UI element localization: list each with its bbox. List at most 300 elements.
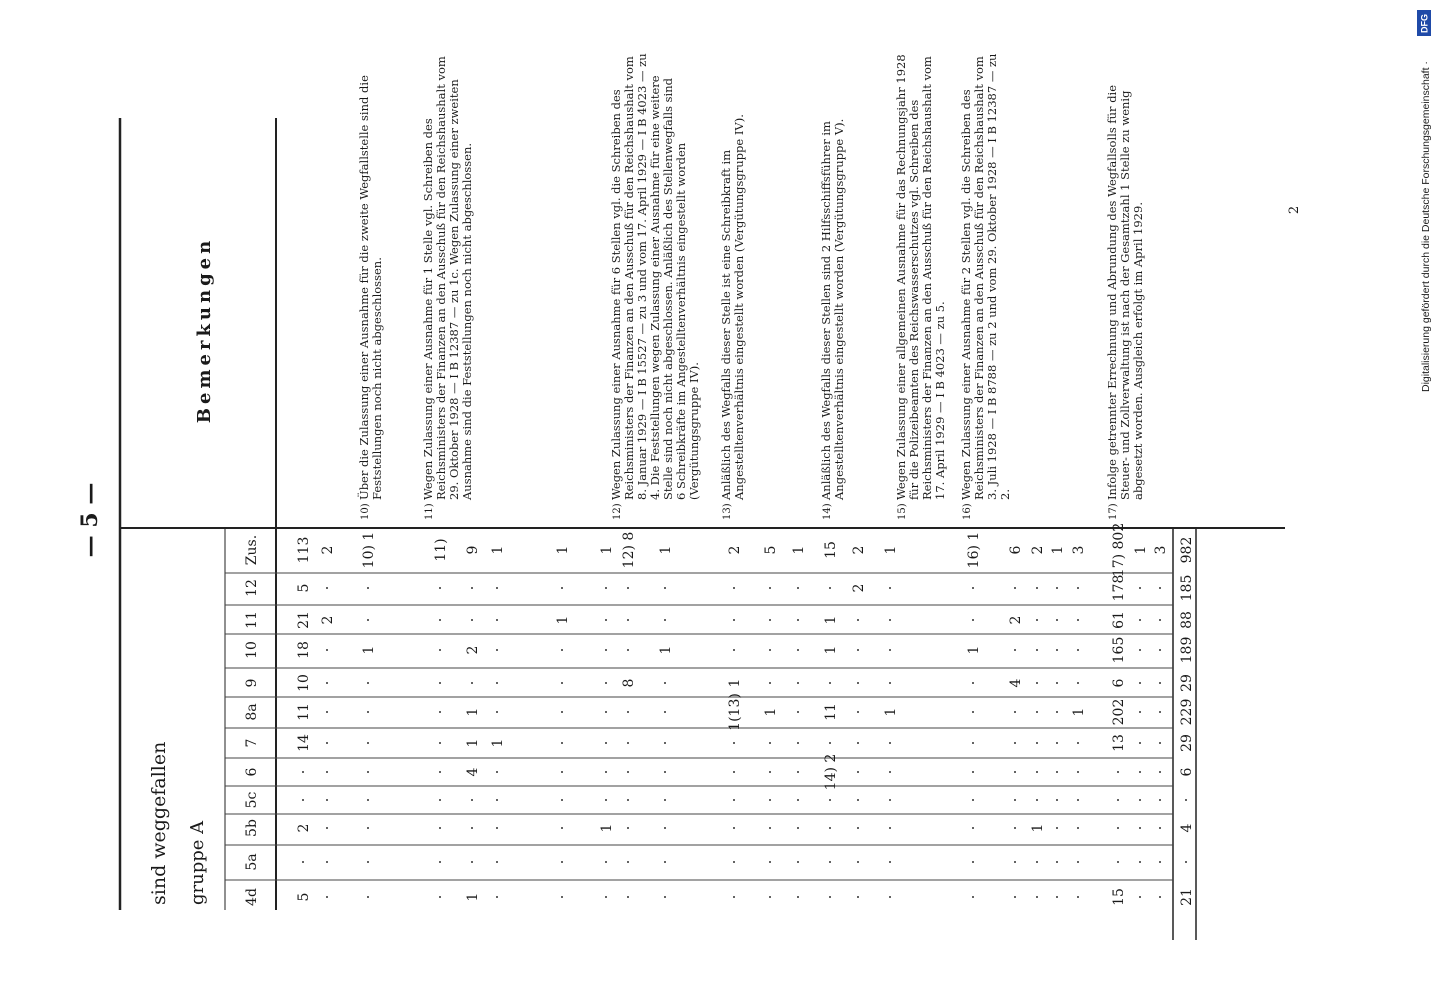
remark-item [719, 114, 746, 520]
dot-leader [857, 649, 859, 651]
remark-text: Wegen Zulassung einer Ausnahme für 2 Stellen vgl. die Schreiben desReichsministers der Finanzen an den Ausschuß für den Reichshaushalt vom3. Juli 1928 — I B 8788 — zu 2 und vom 29. Oktober 1928 — I B 12387 — zu2. [959, 53, 1012, 500]
table-cell: 6 [1179, 767, 1195, 777]
column-header: 5c [244, 791, 260, 809]
table-cell: 1 [791, 545, 807, 555]
table-cell: 202 [1111, 698, 1127, 726]
remark-note-marker: 13) [722, 503, 733, 520]
dot-leader [889, 861, 891, 863]
dot-leader [889, 649, 891, 651]
dot-leader [797, 711, 799, 713]
dot-leader [439, 799, 441, 801]
table-cell: 15 [823, 541, 839, 559]
table-cell: 2 [1008, 615, 1024, 625]
dot-leader [1159, 799, 1161, 801]
table-cell: 6 [1111, 678, 1127, 688]
dot-leader [664, 799, 666, 801]
table-cell: 16) 1 [966, 531, 982, 569]
dot-leader [302, 799, 304, 801]
dot-leader [797, 682, 799, 684]
table-cell: 11) [433, 538, 449, 562]
dot-leader [1159, 587, 1161, 589]
dot-leader [1159, 619, 1161, 621]
dot-leader [769, 827, 771, 829]
dot-leader [1056, 649, 1058, 651]
dot-leader [889, 827, 891, 829]
dot-leader [733, 799, 735, 801]
dot-leader [1139, 682, 1141, 684]
dot-leader [561, 682, 563, 684]
dot-leader [1159, 682, 1161, 684]
dot-leader [733, 827, 735, 829]
table-cell: 1 [1133, 545, 1149, 555]
dot-leader [797, 587, 799, 589]
dot-leader [439, 827, 441, 829]
dot-leader [829, 742, 831, 744]
dfg-logo [1417, 10, 1431, 36]
page-number: — 5 — [77, 482, 103, 558]
table-cell: 9 [465, 545, 481, 555]
column-header: 9 [244, 678, 260, 688]
column-header: Zus. [244, 534, 260, 566]
dot-leader [664, 711, 666, 713]
table-cell: 1 [599, 545, 615, 555]
dot-leader [829, 896, 831, 898]
remark-item [421, 56, 474, 520]
dot-leader [1036, 896, 1038, 898]
dot-leader [857, 896, 859, 898]
dot-leader [496, 896, 498, 898]
table-cell: 1 [763, 707, 779, 717]
header-line-2: gruppe A [187, 820, 208, 905]
dot-leader [1056, 861, 1058, 863]
dot-leader [1036, 619, 1038, 621]
dot-leader [1077, 619, 1079, 621]
table-cell: 1 [465, 707, 481, 717]
dot-leader [1036, 682, 1038, 684]
dot-leader [733, 649, 735, 651]
dot-leader [367, 587, 369, 589]
table-cell: 4 [1008, 678, 1024, 688]
dot-leader [627, 711, 629, 713]
table-cell: 982 [1179, 536, 1195, 564]
dot-leader [605, 587, 607, 589]
table-cell: 13 [1111, 734, 1127, 752]
table-cell: 1 [823, 615, 839, 625]
dot-leader [1159, 711, 1161, 713]
dot-leader [889, 682, 891, 684]
remark-item [357, 75, 384, 520]
table-cell: 88 [1179, 611, 1195, 629]
dot-leader [889, 799, 891, 801]
dot-leader [1056, 587, 1058, 589]
dot-leader [605, 742, 607, 744]
dot-leader [1036, 711, 1038, 713]
dot-leader [561, 827, 563, 829]
dot-leader [1077, 742, 1079, 744]
table-cell: 165 [1111, 636, 1127, 664]
dot-leader [605, 649, 607, 651]
dot-leader [627, 827, 629, 829]
dot-leader [627, 799, 629, 801]
remark-text: Über die Zulassung einer Ausnahme für die zweite Wegfallstelle sind dieFeststellungen noch nicht abgeschlossen. [357, 75, 384, 500]
column-header: 8a [244, 703, 260, 721]
table-cell: 11 [296, 703, 312, 721]
dot-leader [1056, 896, 1058, 898]
dot-leader [439, 896, 441, 898]
dot-leader [439, 682, 441, 684]
table-cell: 1 [658, 645, 674, 655]
dot-leader [797, 799, 799, 801]
dot-leader [769, 896, 771, 898]
dot-leader [1139, 827, 1141, 829]
dot-leader [561, 587, 563, 589]
dot-leader [627, 742, 629, 744]
dot-leader [1014, 799, 1016, 801]
table-cell: 1 [823, 645, 839, 655]
dot-leader [1159, 771, 1161, 773]
dot-leader [857, 799, 859, 801]
remark-note-marker: 17) [1108, 503, 1119, 520]
dot-leader [561, 861, 563, 863]
dot-leader [605, 896, 607, 898]
dot-leader [326, 896, 328, 898]
table-cell: 4 [465, 767, 481, 777]
dot-leader [439, 742, 441, 744]
column-header: 6 [244, 767, 260, 777]
dot-leader [857, 711, 859, 713]
table-cell: 113 [296, 536, 312, 564]
dot-leader [733, 771, 735, 773]
dot-leader [1139, 771, 1141, 773]
dot-leader [439, 587, 441, 589]
dot-leader [1014, 649, 1016, 651]
table-cell: 1 [465, 738, 481, 748]
dot-leader [857, 861, 859, 863]
dot-leader [496, 827, 498, 829]
dot-leader [627, 771, 629, 773]
dot-leader [972, 711, 974, 713]
dot-leader [1139, 619, 1141, 621]
column-header: 12 [244, 579, 260, 597]
dot-leader [627, 861, 629, 863]
dot-leader [1014, 896, 1016, 898]
column-header: 7 [244, 738, 260, 748]
dot-leader [605, 619, 607, 621]
dot-leader [1056, 827, 1058, 829]
dot-leader [1117, 861, 1119, 863]
dot-leader [769, 649, 771, 651]
table-cell: 3 [1071, 545, 1087, 555]
dot-leader [1117, 827, 1119, 829]
dot-leader [561, 711, 563, 713]
dot-leader [733, 587, 735, 589]
table-cell: 61 [1111, 611, 1127, 629]
dot-leader [367, 771, 369, 773]
dot-leader [972, 771, 974, 773]
dot-leader [664, 742, 666, 744]
dot-leader [367, 682, 369, 684]
dot-leader [1036, 861, 1038, 863]
remark-note-marker: 15) [897, 503, 908, 520]
dot-leader [627, 619, 629, 621]
dot-leader [627, 896, 629, 898]
table-cells [296, 523, 1195, 906]
dot-leader [367, 827, 369, 829]
table-cell: 1 [555, 615, 571, 625]
dot-leader [797, 896, 799, 898]
dot-leader [972, 587, 974, 589]
dot-leader [1139, 587, 1141, 589]
dot-leader [561, 742, 563, 744]
table-cell: 2 [320, 545, 336, 555]
dot-leader [496, 711, 498, 713]
table-cell: 12) 8 [621, 531, 637, 569]
dot-leader [1036, 649, 1038, 651]
dot-leader [367, 861, 369, 863]
table-cell: 1 [599, 823, 615, 833]
table-cell: 2 [320, 615, 336, 625]
dot-leader [302, 771, 304, 773]
header-line-1: sind weggefallen [148, 741, 170, 905]
dot-leader [496, 799, 498, 801]
dot-leader [1077, 682, 1079, 684]
table-cell: 15 [1111, 888, 1127, 906]
dot-leader [1139, 711, 1141, 713]
table-cell: 1 [1030, 823, 1046, 833]
dot-leader [1139, 799, 1141, 801]
table-cell: 5 [763, 545, 779, 555]
dot-leader [605, 861, 607, 863]
dot-leader [326, 799, 328, 801]
dot-leader [1185, 799, 1187, 801]
dot-leader [1014, 827, 1016, 829]
dot-leader [1056, 771, 1058, 773]
table-cell: 6 [1008, 545, 1024, 555]
dot-leader [471, 861, 473, 863]
dot-leader [367, 896, 369, 898]
dot-leader [769, 771, 771, 773]
dot-leader [769, 619, 771, 621]
table-cell: 2 [851, 583, 867, 593]
dot-leader [972, 861, 974, 863]
dot-leader [769, 682, 771, 684]
column-header: 4d [244, 888, 260, 906]
dot-leader [561, 649, 563, 651]
dot-leader [664, 827, 666, 829]
table-cell: 1 [555, 545, 571, 555]
dot-leader [471, 799, 473, 801]
remark-text: Wegen Zulassung einer allgemeinen Ausnahme für das Rechnungsjahr 1928für die Polizeibeamten des Reichswasserschutzes vgl. Schreiben desReichsministers der Finanzen an den Ausschuß für den Reichshaushalt vom17. April 1929 — I B 4023 — zu 5. [894, 54, 947, 500]
table-cell: 10 [296, 674, 312, 692]
dot-leader [367, 711, 369, 713]
dot-leader [1056, 799, 1058, 801]
dot-leader [561, 896, 563, 898]
table-cell: 189 [1179, 636, 1195, 664]
remark-item [894, 54, 947, 520]
dot-leader [972, 827, 974, 829]
dot-leader [857, 827, 859, 829]
column-header: 10 [244, 641, 260, 659]
dot-leader [1159, 649, 1161, 651]
dot-leader [889, 587, 891, 589]
dot-leader [326, 861, 328, 863]
dot-leader [1117, 799, 1119, 801]
dot-leader [326, 711, 328, 713]
remark-item [609, 53, 701, 520]
dot-leader [829, 861, 831, 863]
dot-leader [1159, 861, 1161, 863]
dot-leader [664, 861, 666, 863]
remarks-header: Bemerkungen [194, 236, 215, 424]
dot-leader [1056, 742, 1058, 744]
dot-leader [439, 619, 441, 621]
dot-leader [769, 799, 771, 801]
dot-leader [367, 799, 369, 801]
dot-leader [1014, 711, 1016, 713]
table-cell: 5 [296, 583, 312, 593]
dot-leader [1159, 827, 1161, 829]
dot-leader [889, 771, 891, 773]
table-cell: 185 [1179, 574, 1195, 602]
dot-leader [605, 799, 607, 801]
dot-leader [857, 619, 859, 621]
table-cell: 1 [966, 645, 982, 655]
dot-leader [857, 742, 859, 744]
dot-leader [1077, 896, 1079, 898]
dot-leader [1014, 587, 1016, 589]
remark-item [1105, 85, 1145, 520]
table-cell: 21 [1179, 888, 1195, 906]
dot-leader [733, 896, 735, 898]
dot-leader [561, 799, 563, 801]
table-cell: 14 [296, 734, 312, 752]
dot-leader [471, 587, 473, 589]
dot-leader [326, 682, 328, 684]
remark-note-marker: 16) [962, 503, 973, 520]
table-cell: 8 [621, 678, 637, 688]
dot-leader [797, 742, 799, 744]
dot-leader [471, 682, 473, 684]
dot-leader [857, 682, 859, 684]
dot-leader [889, 619, 891, 621]
dot-leader [1139, 649, 1141, 651]
dot-leader [1159, 742, 1161, 744]
dot-leader [326, 827, 328, 829]
dot-leader [496, 771, 498, 773]
dot-leader [1077, 799, 1079, 801]
dot-leader [829, 799, 831, 801]
column-headers [244, 535, 260, 906]
dot-leader [326, 649, 328, 651]
dot-leader [326, 771, 328, 773]
remark-note-marker: 12) [612, 503, 623, 520]
dot-leader [1056, 711, 1058, 713]
dot-leader [1077, 827, 1079, 829]
dot-leader [1159, 896, 1161, 898]
dot-leader [627, 587, 629, 589]
dot-leader [664, 682, 666, 684]
table-cell: 1 [658, 545, 674, 555]
dot-leader [605, 771, 607, 773]
dot-leader [302, 861, 304, 863]
column-header: 5a [244, 853, 260, 871]
table-cell: 1 [490, 545, 506, 555]
dot-leader [496, 649, 498, 651]
remark-text: Anläßlich des Wegfalls dieser Stelle ist eine Schreibkraft imAngestelltenverhältnis eingestellt worden (Vergütungsgruppe IV). [719, 114, 746, 500]
dot-leader [664, 587, 666, 589]
dot-leader [1139, 742, 1141, 744]
dot-leader [605, 682, 607, 684]
svg-text:DFG: DFG [1419, 14, 1430, 33]
dot-leader [829, 587, 831, 589]
table-cell: 21 [296, 611, 312, 629]
table-cell: 11 [823, 703, 839, 721]
dot-leader [797, 861, 799, 863]
table-cell: 229 [1179, 698, 1195, 726]
table-cell: 29 [1179, 734, 1195, 752]
dot-leader [439, 771, 441, 773]
remark-item [819, 119, 846, 520]
dot-leader [972, 896, 974, 898]
table-cell: 1 [1071, 707, 1087, 717]
dot-leader [1014, 861, 1016, 863]
table-cell: 18 [296, 641, 312, 659]
column-header: 5b [244, 819, 260, 837]
dot-leader [829, 827, 831, 829]
dot-leader [1036, 587, 1038, 589]
column-header: 11 [244, 611, 260, 629]
dot-leader [605, 711, 607, 713]
table-cell: 2 [296, 823, 312, 833]
dot-leader [797, 827, 799, 829]
table-cell: 17) 802 [1111, 522, 1127, 578]
table-cell: 1(13) [727, 693, 743, 731]
table-cell: 10) 1 [361, 531, 377, 569]
dot-leader [733, 861, 735, 863]
dot-leader [627, 649, 629, 651]
dot-leader [733, 619, 735, 621]
bottom-mark: 2 [1287, 205, 1302, 215]
remark-note-marker: 11) [424, 503, 435, 520]
dot-leader [1185, 861, 1187, 863]
dot-leader [1077, 649, 1079, 651]
dot-leader [1117, 771, 1119, 773]
dot-leader [496, 861, 498, 863]
dot-leader [664, 771, 666, 773]
dot-leader [797, 619, 799, 621]
remark-text: Anläßlich des Wegfalls dieser Stellen sind 2 Hilfsschiffsführer imAngestelltenverhältnis eingestellt worden (Vergütungsgruppe V). [819, 118, 846, 500]
table-cell: 1 [490, 738, 506, 748]
table-cell: 1 [361, 645, 377, 655]
dot-leader [1056, 619, 1058, 621]
table-cell: 14) 2 [823, 753, 839, 791]
dot-leader [1036, 799, 1038, 801]
dot-leader [496, 587, 498, 589]
table-cell: 2 [851, 545, 867, 555]
dot-leader [561, 771, 563, 773]
remark-item [959, 54, 1012, 520]
dot-leader [769, 861, 771, 863]
dot-leader [1139, 861, 1141, 863]
table-cell: 1 [883, 707, 899, 717]
remark-text: Wegen Zulassung einer Ausnahme für 1 Stelle vgl. Schreiben desReichsministers der Finanzen an den Ausschuß für den Reichshaushalt vom29. Oktober 1928 — I B 12387 — zu 1c. Wegen Zulassung einer zweitenAusnahme sind die Feststellungen noch nicht abgeschlossen. [421, 56, 474, 500]
dot-leader [797, 649, 799, 651]
digitization-note: Digitalisierung gefördert durch die Deutsche Forschungsgemeinschaft · [1420, 61, 1432, 392]
dot-leader [439, 711, 441, 713]
dot-leader [367, 619, 369, 621]
remark-note-marker: 14) [822, 503, 833, 520]
dot-leader [972, 619, 974, 621]
